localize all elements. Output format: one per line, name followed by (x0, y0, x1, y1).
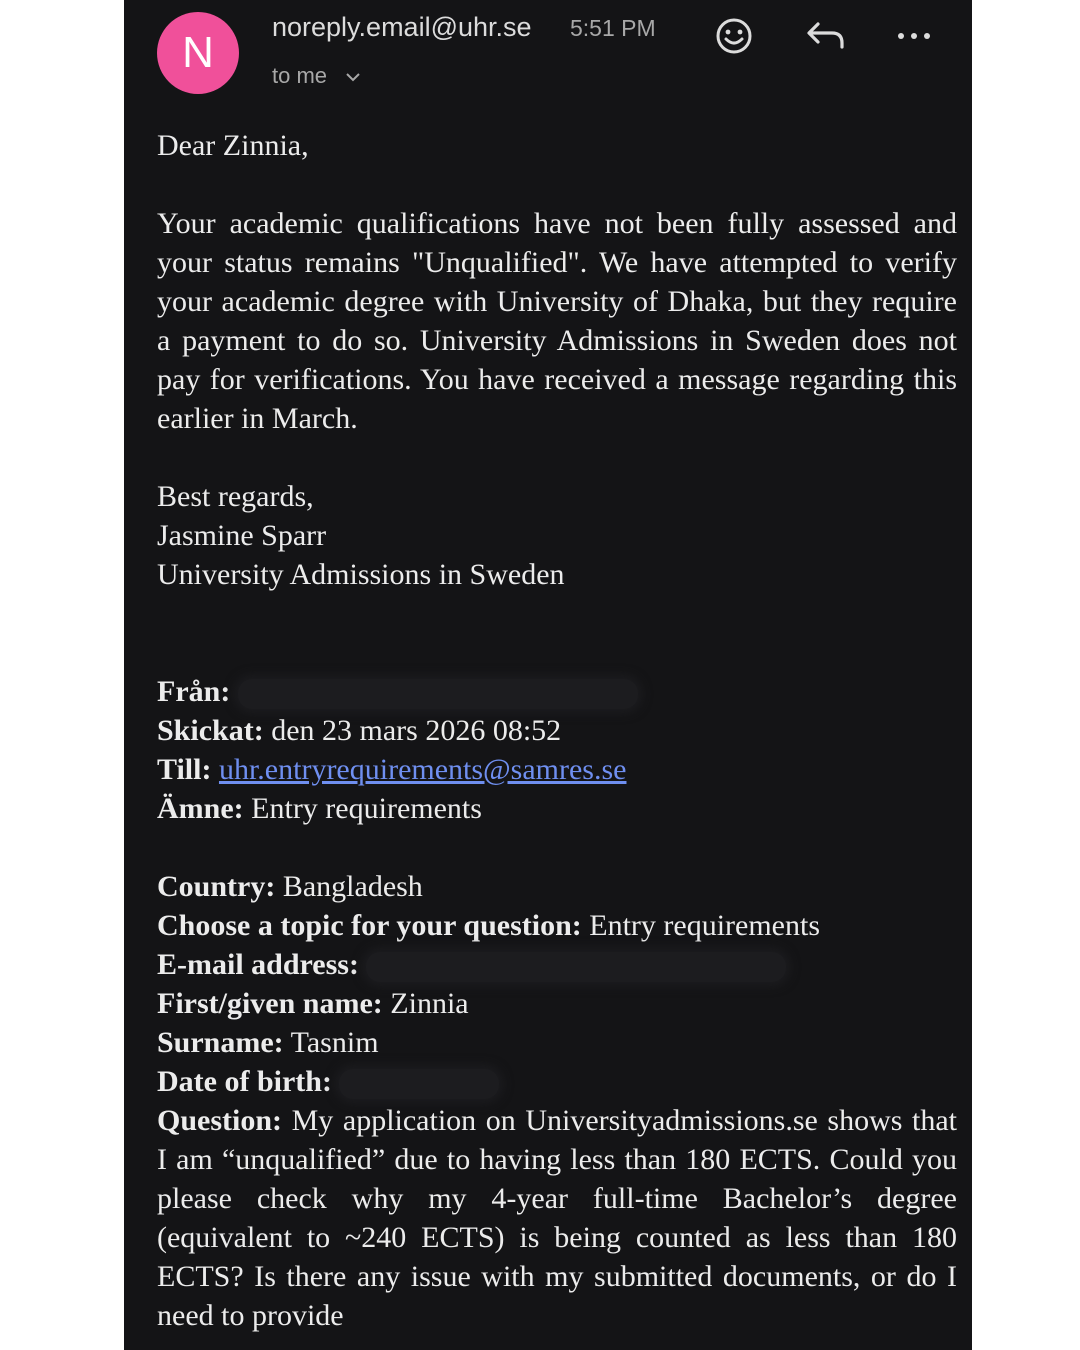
chevron-down-icon[interactable] (345, 63, 361, 89)
redacted-block (339, 1069, 499, 1099)
more-icon[interactable] (892, 14, 936, 58)
forward-subject-row (157, 789, 957, 828)
subject-value: Entry requirements (251, 792, 482, 825)
topic-row (157, 906, 957, 945)
first-name-row (157, 984, 957, 1023)
forward-from-row (157, 672, 957, 711)
redacted-block (366, 952, 786, 982)
message-paragraph: Your academic qualifications have not been fully assessed and your status remains "Unqualified". We have attempted to verify your academic degree with University of Dhaka, but they require a payment to do so. University Admissions in Sweden does not pay for verifications. You have received a message regarding this earlier in March. (157, 207, 957, 435)
email-address-label: E-mail address: (157, 948, 359, 981)
smiley-icon[interactable] (712, 14, 756, 58)
dob-row (157, 1062, 957, 1101)
recipient-toggle[interactable] (272, 63, 361, 89)
surname-row (157, 1023, 957, 1062)
recipient-label: to me (272, 63, 328, 88)
country-value: Bangladesh (282, 870, 423, 903)
email-address-row (157, 945, 957, 984)
forward-sent-row (157, 711, 957, 750)
dob-label: Date of birth: (157, 1065, 332, 1098)
forward-to-row (157, 750, 957, 789)
email-panel (124, 0, 972, 1350)
country-label: Country: (157, 870, 276, 903)
to-label: Till: (157, 753, 212, 786)
redacted-block (238, 679, 638, 709)
greeting: Dear Zinnia, (157, 129, 309, 162)
email-body (157, 126, 957, 1335)
sent-value: den 23 mars 2026 08:52 (271, 714, 562, 747)
reply-icon[interactable] (804, 14, 848, 58)
country-row (157, 867, 957, 906)
sender-address[interactable]: noreply.email@uhr.se (272, 12, 532, 42)
to-email-link[interactable]: uhr.entryrequirements@samres.se (218, 753, 627, 786)
first-name-label: First/given name: (157, 987, 383, 1020)
question-label: Question: (157, 1104, 283, 1137)
sent-label: Skickat: (157, 714, 264, 747)
signer-organization: University Admissions in Sweden (157, 558, 565, 591)
signoff: Best regards, (157, 480, 314, 513)
question-value: My application on Universityadmissions.se shows that I am “unqualified” due to having less than 180 ECTS. Could you please check why my 4-year full-time Bachelor’s degree (equivalent to ~240 ECTS) is being counted as less than 180 ECTS? Is there any issue with my submitted documents, or do I need to provide (157, 1104, 957, 1332)
question-row (157, 1101, 957, 1335)
topic-label: Choose a topic for your question: (157, 909, 582, 942)
surname-value: Tasnim (290, 1026, 379, 1059)
first-name-value: Zinnia (390, 987, 469, 1020)
avatar[interactable]: N (157, 12, 239, 94)
surname-label: Surname: (157, 1026, 284, 1059)
topic-value: Entry requirements (589, 909, 821, 942)
signer-name: Jasmine Sparr (157, 519, 327, 552)
from-label: Från: (157, 675, 231, 708)
subject-label: Ämne: (157, 792, 244, 825)
timestamp: 5:51 PM (570, 15, 656, 41)
